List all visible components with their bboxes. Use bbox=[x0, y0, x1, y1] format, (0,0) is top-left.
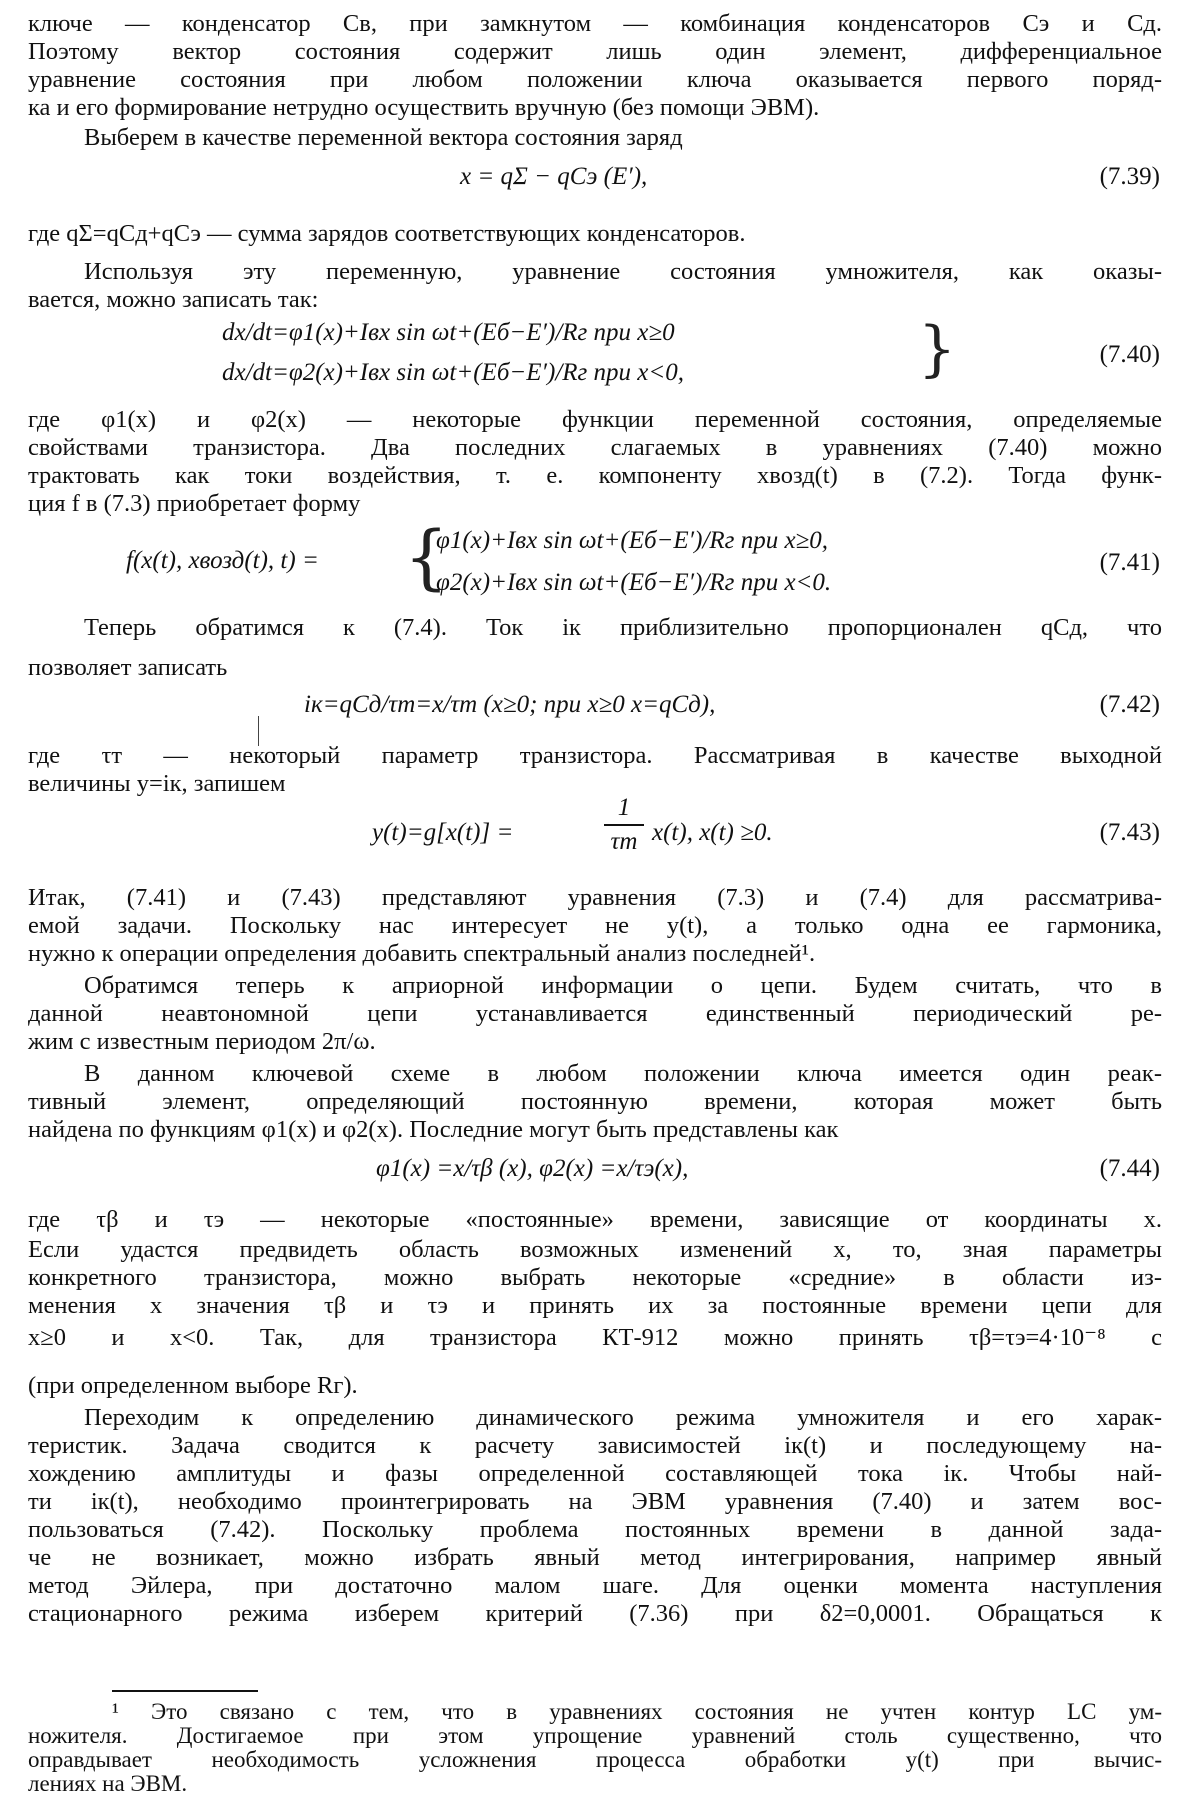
text-line: где τβ и τэ — некоторые «постоянные» времени, зависящие от координаты x. bbox=[28, 1206, 1162, 1233]
equation-7-41-lhs: f(x(t), xвозд(t), t) = bbox=[126, 547, 319, 574]
text-line: че не возникает, можно избрать явный метод интегрирования, например явный bbox=[28, 1544, 1162, 1571]
text-line: трактовать как токи воздействия, т. е. компоненту xвозд(t) в (7.2). Тогда функ- bbox=[28, 462, 1162, 489]
text-line: жим с известным периодом 2π/ω. bbox=[28, 1028, 376, 1055]
text-line: Переходим к определению динамического режима умножителя и его харак- bbox=[84, 1404, 1162, 1431]
text-line: где τт — некоторый параметр транзистора. Рассматривая в качестве выходной bbox=[28, 742, 1162, 769]
equation-7-42: iк=qCд/τт=x/τт (x≥0; при x≥0 x=qCд), bbox=[304, 691, 716, 718]
equation-7-40-line-1: dx/dt=φ1(x)+Iвх sin ωt+(Eб−E′)/Rг при x≥0 bbox=[222, 319, 675, 346]
equation-number: (7.40) bbox=[1099, 341, 1160, 368]
text-line: Если удастся предвидеть область возможных изменений x, то, зная параметры bbox=[28, 1236, 1162, 1263]
footnote-line: лениях на ЭВМ. bbox=[28, 1771, 188, 1796]
text-line: уравнение состояния при любом положении ключа оказывается первого поряд- bbox=[28, 66, 1162, 93]
right-brace: } bbox=[918, 314, 957, 384]
text-line: ция f в (7.3) приобретает форму bbox=[28, 490, 361, 517]
fraction bbox=[604, 794, 644, 856]
footnote-line: ¹ Это связано с тем, что в уравнениях состояния не учтен контур LC ум- bbox=[112, 1699, 1162, 1724]
fraction-denominator: τт bbox=[610, 828, 638, 855]
text-line: где qΣ=qСд+qСэ — сумма зарядов соответствующих конденсаторов. bbox=[28, 220, 746, 247]
footnote-separator bbox=[112, 1690, 258, 1692]
equation-7-41-line-2: φ2(x)+Iвх sin ωt+(Eб−E′)/Rг при x<0. bbox=[436, 569, 832, 596]
text-line: менения x значения τβ и τэ и принять их за постоянные времени цепи для bbox=[28, 1292, 1162, 1319]
text-line: теристик. Задача сводится к расчету зависимостей iк(t) и последующему на- bbox=[28, 1432, 1162, 1459]
text-line: Используя эту переменную, уравнение состояния умножителя, как оказы- bbox=[84, 258, 1162, 285]
text-line: емой задачи. Поскольку нас интересует не y(t), а только одна ее гармоника, bbox=[28, 912, 1162, 939]
left-brace: { bbox=[404, 516, 449, 598]
footnote-line: ножителя. Достигаемое при этом упрощение уравнений столь существенно, что bbox=[28, 1723, 1162, 1748]
text-line: нужно к операции определения добавить спектральный анализ последней¹. bbox=[28, 940, 816, 967]
text-line: пользоваться (7.42). Поскольку проблема постоянных времени в данной зада- bbox=[28, 1516, 1162, 1543]
text-line: Поэтому вектор состояния содержит лишь один элемент, дифференциальное bbox=[28, 38, 1162, 65]
text-line: Выберем в качестве переменной вектора состояния заряд bbox=[84, 124, 683, 151]
text-line: величины y=iк, запишем bbox=[28, 770, 286, 797]
fraction-numerator: 1 bbox=[617, 794, 631, 821]
equation-7-39: x = qΣ − qCэ (E′), bbox=[460, 163, 648, 190]
equation-number: (7.41) bbox=[1099, 549, 1160, 576]
text-line: стационарного режима изберем критерий (7.36) при δ2=0,0001. Обращаться к bbox=[28, 1600, 1162, 1627]
text-line: найдена по функциям φ1(x) и φ2(x). Последние могут быть представлены как bbox=[28, 1116, 839, 1143]
text-line: Обратимся теперь к априорной информации о цепи. Будем считать, что в bbox=[84, 972, 1162, 999]
text-line: (при определенном выборе Rг). bbox=[28, 1372, 358, 1399]
equation-number: (7.39) bbox=[1099, 163, 1160, 190]
text-line: ка и его формирование нетрудно осуществить вручную (без помощи ЭВМ). bbox=[28, 94, 820, 121]
equation-number: (7.43) bbox=[1099, 819, 1160, 846]
text-line: Итак, (7.41) и (7.43) представляют уравнения (7.3) и (7.4) для рассматрива- bbox=[28, 884, 1162, 911]
text-line: свойствами транзистора. Два последних слагаемых в уравнениях (7.40) можно bbox=[28, 434, 1162, 461]
text-line: ти iк(t), необходимо проинтегрировать на ЭВМ уравнения (7.40) и затем вос- bbox=[28, 1488, 1162, 1515]
text-line: позволяет записать bbox=[28, 654, 228, 681]
text-line: вается, можно записать так: bbox=[28, 286, 319, 313]
equation-7-43-rhs: x(t), x(t) ≥0. bbox=[652, 819, 773, 846]
text-line: В данном ключевой схеме в любом положении ключа имеется один реак- bbox=[84, 1060, 1162, 1087]
text-line: где φ1(x) и φ2(x) — некоторые функции переменной состояния, определяемые bbox=[28, 406, 1162, 433]
text-line: хождению амплитуды и фазы определенной составляющей тока iк. Чтобы най- bbox=[28, 1460, 1162, 1487]
equation-7-40-line-2: dx/dt=φ2(x)+Iвх sin ωt+(Eб−E′)/Rг при x<0, bbox=[222, 359, 685, 386]
footnote-line: оправдывает необходимость усложнения процесса обработки y(t) при вычис- bbox=[28, 1747, 1162, 1772]
text-line: данной неавтономной цепи устанавливается единственный периодический ре- bbox=[28, 1000, 1162, 1027]
text-line: тивный элемент, определяющий постоянную времени, которая может быть bbox=[28, 1088, 1162, 1115]
text-line: ключе — конденсатор Cв, при замкнутом — комбинация конденсаторов Cэ и Cд. bbox=[28, 10, 1162, 37]
equation-7-44: φ1(x) =x/τβ (x), φ2(x) =x/τэ(x), bbox=[376, 1155, 689, 1182]
fraction-bar bbox=[604, 824, 644, 826]
text-line: Теперь обратимся к (7.4). Ток iк приблизительно пропорционален qCд, что bbox=[84, 614, 1162, 641]
equation-number: (7.44) bbox=[1099, 1155, 1160, 1182]
text-line: конкретного транзистора, можно выбрать некоторые «средние» в области из- bbox=[28, 1264, 1162, 1291]
text-line: метод Эйлера, при достаточно малом шаге. Для оценки момента наступления bbox=[28, 1572, 1162, 1599]
equation-7-43-lhs: y(t)=g[x(t)] = bbox=[372, 819, 514, 846]
text-line: x≥0 и x<0. Так, для транзистора КТ-912 можно принять τβ=τэ=4·10⁻⁸ с bbox=[28, 1324, 1162, 1351]
equation-7-41-line-1: φ1(x)+Iвх sin ωt+(Eб−E′)/Rг при x≥0, bbox=[436, 527, 829, 554]
equation-number: (7.42) bbox=[1099, 691, 1160, 718]
